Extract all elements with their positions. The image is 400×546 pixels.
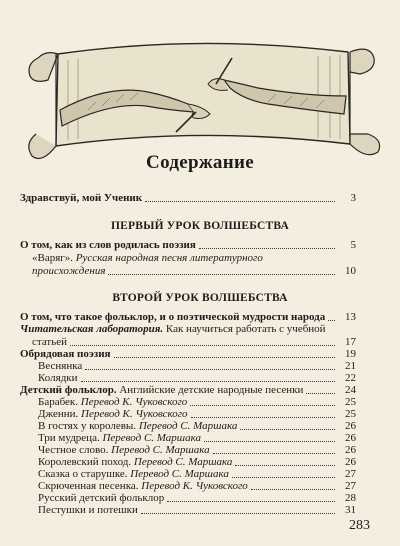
toc-page-number: 26: [345, 420, 356, 432]
leader-dots: [141, 513, 335, 514]
toc-entry-label: О том, что такое фольклор, и о поэтической мудрости народа: [20, 311, 326, 323]
leader-dots: [232, 477, 335, 478]
toc-entry-label: Здравствуй, мой Ученик: [20, 192, 143, 204]
toc-page-number: 21: [345, 360, 356, 372]
toc-entry-label-rest: Английские детские народные песенки: [119, 384, 304, 396]
toc-page-number: 27: [345, 468, 356, 480]
toc-entry-label: Королевский поход.: [38, 456, 132, 468]
toc-entry-lab[interactable]: [20, 323, 326, 336]
toc-entry-label: Обрядовая поэзия: [20, 348, 111, 360]
toc-entry-label: Читательская лаборатория.: [20, 323, 164, 335]
toc-page-number: 25: [345, 396, 356, 408]
leader-dots: [204, 441, 335, 442]
leader-dots: [251, 489, 335, 490]
toc-entry-pestushki[interactable]: [38, 504, 356, 517]
toc-page-number: 10: [345, 265, 356, 277]
toc-entry-translator: Перевод С. Маршака: [133, 456, 233, 468]
toc-entry-label: Веснянка: [38, 360, 83, 372]
toc-page-number: 31: [345, 504, 356, 516]
toc-page-number: 26: [345, 456, 356, 468]
toc-page-number: 22: [345, 372, 356, 384]
section-heading-1: ПЕРВЫЙ УРОК ВОЛШЕБСТВА: [110, 220, 290, 232]
toc-entry-label: «Варяг».: [32, 252, 74, 264]
toc-page-number: 25: [345, 408, 356, 420]
leader-dots: [235, 465, 335, 466]
leader-dots: [328, 320, 335, 321]
leader-dots: [114, 357, 336, 358]
toc-page-number: 27: [345, 480, 356, 492]
leader-dots: [85, 369, 335, 370]
toc-page-number: 17: [345, 336, 356, 348]
leader-dots: [81, 381, 335, 382]
toc-entry-translator: Перевод К. Чуковского: [80, 396, 188, 408]
leader-dots: [240, 429, 335, 430]
toc-entry-label: Детский фольклор.: [20, 384, 117, 396]
leader-dots: [190, 405, 335, 406]
toc-entry-label: Три мудреца.: [38, 432, 100, 444]
leader-dots: [199, 248, 335, 249]
leader-dots: [145, 201, 335, 202]
toc-entry-translator: Перевод С. Маршака: [130, 468, 229, 480]
toc-page-number: 26: [345, 444, 356, 456]
toc-entry-varyag-cont[interactable]: [32, 265, 356, 278]
toc-entry-label: О том, как из слов родилась поэзия: [20, 239, 196, 251]
toc-entry-translator: Перевод С. Маршака: [111, 444, 210, 456]
toc-page-number: 3: [350, 192, 356, 204]
toc-page-number: 5: [350, 239, 356, 251]
scroll-hands-illustration: [18, 14, 384, 174]
section-heading-2: ВТОРОЙ УРОК ВОЛШЕБСТВА: [112, 292, 288, 304]
leader-dots: [213, 453, 335, 454]
toc-entry-label-cont: статьей: [32, 336, 68, 348]
leader-dots: [70, 345, 335, 346]
toc-entry-poetry-origin[interactable]: [20, 239, 356, 252]
toc-entry-label: Сказка о старушке.: [38, 468, 128, 480]
toc-page-number: 26: [345, 432, 356, 444]
toc-entry-translator: Перевод С. Маршака: [102, 432, 201, 444]
toc-entry-label: Барабек.: [38, 396, 79, 408]
toc-entry-label: В гостях у королевы.: [38, 420, 137, 432]
toc-page-number: 24: [345, 384, 356, 396]
toc-entry-translator: Перевод К. Чуковского: [81, 408, 188, 420]
toc-entry-varyag[interactable]: [32, 252, 263, 265]
toc-entry-label: Скрюченная песенка.: [38, 480, 139, 492]
toc-page-number: 19: [345, 348, 356, 360]
toc-entry-intro[interactable]: [20, 192, 356, 205]
toc-entry-note: Русская народная песня литературного: [75, 252, 263, 264]
toc-entry-label: Русский детский фольклор: [38, 492, 165, 504]
toc-entry-label: Пестушки и потешки: [38, 504, 138, 516]
leader-dots: [306, 393, 335, 394]
page-number: 283: [349, 518, 370, 533]
toc-entry-label: Дженни.: [38, 408, 79, 420]
toc-entry-note-cont: происхождения: [32, 265, 106, 277]
toc-entry-label: Честное слово.: [38, 444, 109, 456]
toc-entry-translator: Перевод С. Маршака: [138, 420, 238, 432]
toc-entry-label: Колядки: [38, 372, 78, 384]
toc-page-number: 28: [345, 492, 356, 504]
page-title: Содержание: [146, 152, 254, 173]
toc-entry-label-rest: Как научиться работать с учебной: [165, 323, 326, 335]
toc-page-number: 13: [345, 311, 356, 323]
toc-entry-translator: Перевод К. Чуковского: [141, 480, 248, 492]
leader-dots: [191, 417, 335, 418]
leader-dots: [167, 501, 335, 502]
leader-dots: [108, 274, 335, 275]
